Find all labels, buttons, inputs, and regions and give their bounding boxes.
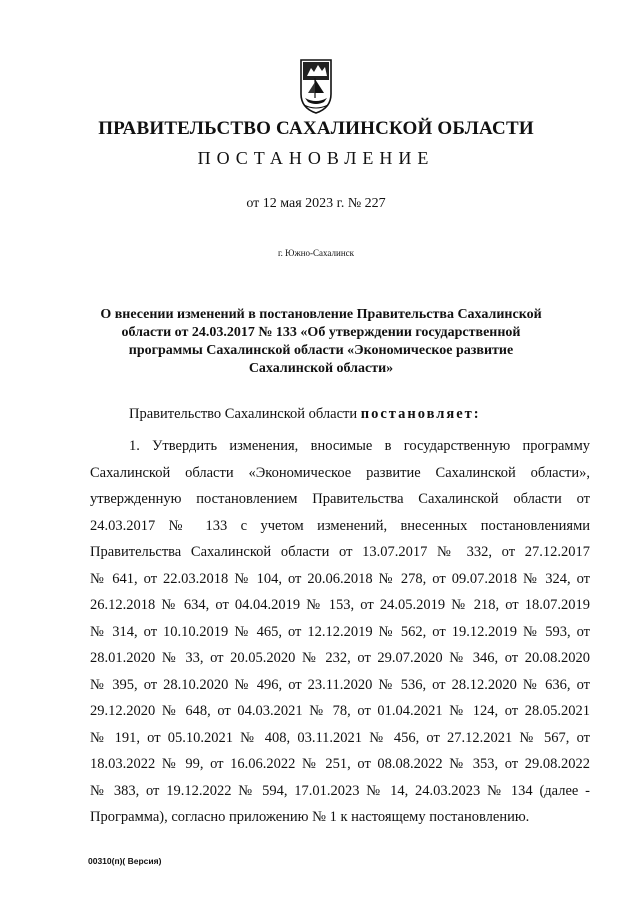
body-line: 1. Утвердить изменения, вносимые в государственную программу [129, 438, 590, 454]
document-title [90, 306, 552, 378]
body-line: 29.12.2020 № 648, от 04.03.2021 № 78, от 01.04.2021 № 124, от 28.05.2021 [90, 703, 590, 719]
intro-verb: постановляет: [360, 406, 481, 422]
body-line: Правительства Сахалинской области от 13.07.2017 № 332, от 27.12.2017 [90, 544, 590, 560]
body-line: 28.01.2020 № 33, от 20.05.2020 № 232, от 29.07.2020 № 346, от 20.08.2020 [90, 650, 590, 666]
body-line: утвержденную постановлением Правительства Сахалинской области от [90, 491, 590, 507]
body-line: Сахалинской области «Экономическое развитие Сахалинской области», [90, 464, 590, 481]
body-line: № 383, от 19.12.2022 № 594, 17.01.2023 № 14, 24.03.2023 № 134 (далее - [90, 782, 590, 799]
body-line: Программа), согласно приложению № 1 к настоящему постановлению. [90, 809, 530, 825]
intro-subject: Правительство Сахалинской области [129, 406, 358, 422]
document-date-number: от 12 мая 2023 г. № 227 [246, 196, 386, 211]
document-type: ПОСТАНОВЛЕНИЕ [197, 148, 435, 168]
body-line: 24.03.2017 № 133 с учетом изменений, внесенных постановлениями [90, 517, 590, 534]
title-line: программы Сахалинской области «Экономическое развитие [128, 343, 514, 358]
body-line: 18.03.2022 № 99, от 16.06.2022 № 251, от 08.08.2022 № 353, от 29.08.2022 [90, 756, 590, 772]
body-paragraph [90, 433, 590, 831]
document-city: г. Южно-Сахалинск [277, 248, 354, 258]
title-line: Сахалинской области» [248, 361, 394, 376]
title-line: области от 24.03.2017 № 133 «Об утверждении государственной [121, 325, 521, 340]
body-line: № 191, от 05.10.2021 № 408, 03.11.2021 № 456, от 27.12.2021 № 567, от [90, 729, 590, 746]
version-footer: 00310(п)( Версия) [88, 856, 162, 866]
coat-of-arms-icon [299, 58, 333, 114]
title-line: О внесении изменений в постановление Правительства Сахалинской [100, 307, 542, 322]
body-line: 26.12.2018 № 634, от 04.04.2019 № 153, от 24.05.2019 № 218, от 18.07.2019 [90, 597, 590, 613]
organization-name: ПРАВИТЕЛЬСТВО САХАЛИНСКОЙ ОБЛАСТИ [98, 118, 534, 139]
intro-paragraph [129, 406, 481, 423]
body-line: № 641, от 22.03.2018 № 104, от 20.06.2018 № 278, от 09.07.2018 № 324, от [90, 570, 590, 587]
body-line: № 314, от 10.10.2019 № 465, от 12.12.2019 № 562, от 19.12.2019 № 593, от [90, 623, 590, 640]
body-line: № 395, от 28.10.2020 № 496, от 23.11.2020 № 536, от 28.12.2020 № 636, от [90, 676, 590, 693]
